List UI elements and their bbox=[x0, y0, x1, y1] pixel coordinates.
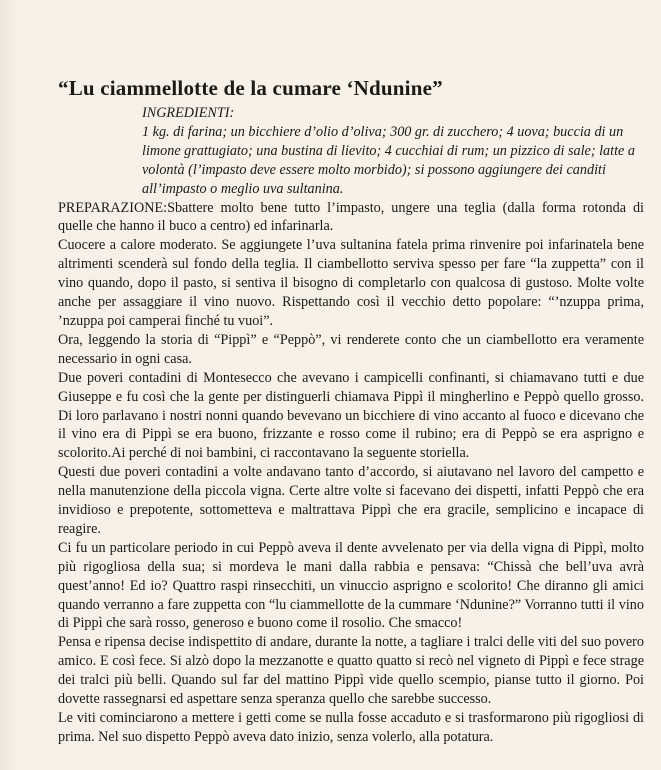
preparation-text: Sbattere molto bene tutto l’impasto, ungere una teglia (dalla forma rotonda di quelle che hanno il buco a centro) ed infarinarla. bbox=[58, 199, 644, 235]
paragraph-5: Ci fu un particolare periodo in cui Peppò aveva il dente avvelenato per via della vigna di Pippì, molto più rigogliosa della sua; si mordeva le mani dalla rabbia e pensava: “Chissà che bell’uva avrà quest’anno! Ed io? Quattro raspi rinsecchiti, un vinuccio asprigno e scolorito! Che diranno gli amici quando verranno a fare zuppetta con “lu ciammellotte de la cummare ‘Ndunine?” Vorranno tutti il vino di Pippì che sarà rosso, generoso e buono come il rosolio. Che smacco! bbox=[58, 539, 644, 632]
preparation-paragraph bbox=[58, 199, 644, 237]
paragraph-2: Ora, leggendo la storia di “Pippì” e “Peppò”, vi renderete conto che un ciambellotto era veramente necessario in ogni casa. bbox=[58, 331, 644, 367]
paragraph-1: Cuocere a calore moderato. Se aggiungete l’uva sultanina fatela prima rinvenire poi infarinatela bene altrimenti scenderà sul fondo della teglia. Il ciambellotto serviva spesso per fare “la zuppetta” con il vino quando, dopo il pasto, si sentiva il bisogno di completarlo con qualcosa di gustoso. Molte volte anche per assaggiare il vino nuovo. Rispettando così il vecchio detto popolare: “’nzuppa prima, ’nzuppa poi camperai finché tu vuoi”. bbox=[58, 237, 644, 329]
paragraph-6: Pensa e ripensa decise indispettito di andare, durante la notte, a tagliare i tralci delle viti del suo povero amico. E così fece. Si alzò dopo la mezzanotte e quatto quatto si recò nel vigneto di Pippì e fece strage dei tralci più belli. Quando sul far del mattino Pippì vide quello scempio, pianse tutto il giorno. Poi dovette rassegnarsi ed aspettare senza speranza quello che sarebbe successo. bbox=[58, 634, 644, 708]
paragraph-4: Questi due poveri contadini a volte andavano tanto d’accordo, si aiutavano nel lavoro del campetto e nella manutenzione della piccola vigna. Certe altre volte si facevano dei dispetti, infatti Peppò che era invidioso e prepotente, sottometteva e maltrattava Pippì che era gracile, semplicino e incapace di reagire. bbox=[58, 464, 644, 537]
preparation-label: PREPARAZIONE: bbox=[58, 199, 168, 216]
paragraph-7: Le viti cominciarono a mettere i getti come se nulla fosse accaduto e si trasformarono più rigogliosi di prima. Nel suo dispetto Peppò aveva dato inizio, senza volerlo, alla potatura. bbox=[58, 710, 644, 745]
ingredients-block bbox=[142, 104, 644, 199]
article-body bbox=[58, 199, 644, 747]
ingredients-heading: INGREDIENTI: bbox=[142, 105, 235, 121]
page-title: “Lu ciammellotte de la cumare ‘Ndunine” bbox=[58, 76, 443, 100]
show-through-text bbox=[0, 0, 661, 80]
paragraph-3: Due poveri contadini di Montesecco che avevano i campicelli confinanti, si chiamavano tutti e due Giuseppe e fu così che la gente per distinguerli chiamava Pippì il mingherlino e Peppò quello grosso. Di loro parlavano i nostri nonni quando bevevano un bicchiere di vino accanto al fuoco e dicevano che il vino era di Pippì se era buono, frizzante e rosso come il rubino; era di Peppò se era asprigno e scolorito.Ai perché di noi bambini, ci raccontavano la seguente storiella. bbox=[58, 369, 644, 462]
ingredients-text: 1 kg. di farina; un bicchiere d’olio d’oliva; 300 gr. di zucchero; 4 uova; buccia di un limone grattugiato; una bustina di lievito; 4 cucchiai di rum; un pizzico di sale; latte a volontà (l’impasto deve essere molto morbido); si possono aggiungere dei canditi all’impasto o meglio uva sultanina. bbox=[142, 123, 635, 197]
recipe-article bbox=[58, 76, 644, 747]
